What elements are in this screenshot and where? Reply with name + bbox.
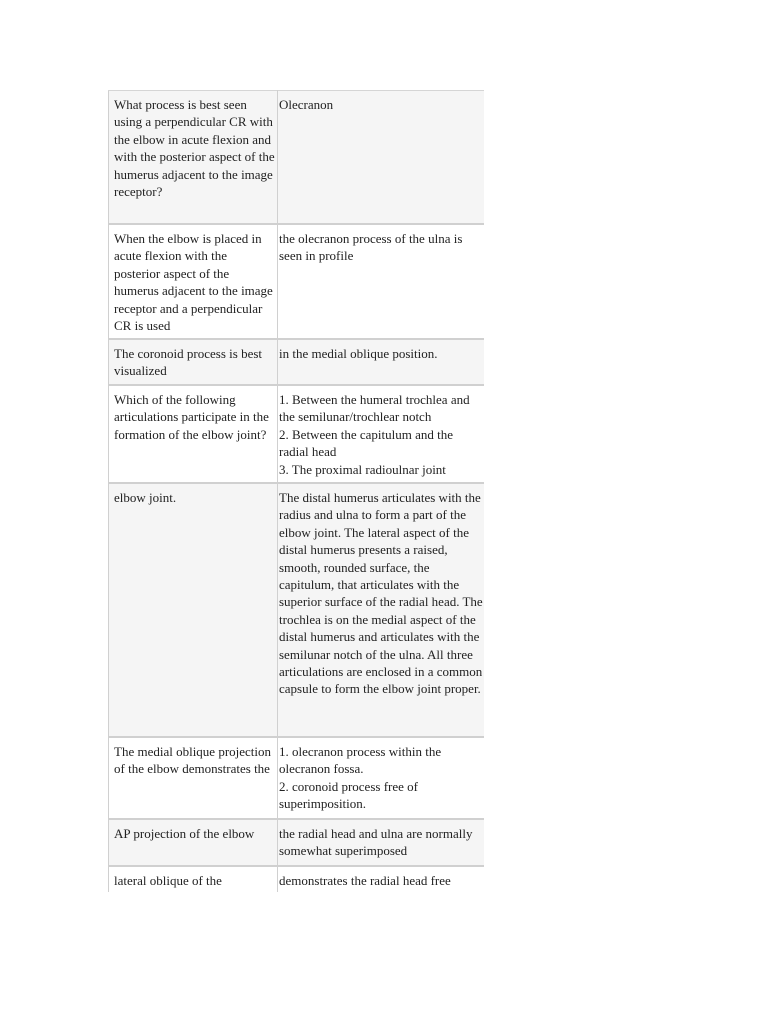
definition-line: 1. Between the humeral trochlea and the semilunar/trochlear notch <box>279 392 470 425</box>
term-cell: When the elbow is placed in acute flexion with the posterior aspect of the humerus adjacent to the image receptor and a perpendicular CR is used <box>109 224 278 339</box>
term-cell: The medial oblique projection of the elbow demonstrates the <box>109 737 278 819</box>
definition-text: Olecranon <box>279 97 334 112</box>
term-cell: AP projection of the elbow <box>109 819 278 866</box>
term-cell: What process is best seen using a perpendicular CR with the elbow in acute flexion and with the posterior aspect of the humerus adjacent to the image receptor? <box>109 91 278 225</box>
definition-text: the olecranon process of the ulna is seen in profile <box>279 231 463 264</box>
definition-line: 2. coronoid process free of superimposition. <box>279 778 418 812</box>
flashcard-sheet <box>108 90 484 892</box>
term-cell: elbow joint. <box>109 483 278 737</box>
table-row <box>109 91 485 225</box>
table-row <box>109 737 485 819</box>
definition-line: 3. The proximal radioulnar joint <box>279 461 446 477</box>
definition-cell <box>278 224 485 339</box>
definition-cell <box>278 483 485 737</box>
definition-cell <box>278 866 485 892</box>
term-cell: The coronoid process is best visualized <box>109 339 278 385</box>
definition-cell <box>278 91 485 225</box>
term-cell: Which of the following articulations participate in the formation of the elbow joint? <box>109 385 278 483</box>
table-row <box>109 483 485 737</box>
table-row <box>109 224 485 339</box>
table-row <box>109 819 485 866</box>
definition-text: in the medial oblique position. <box>279 346 438 361</box>
definition-cell <box>278 819 485 866</box>
definition-cell <box>278 339 485 385</box>
term-cell: lateral oblique of the <box>109 866 278 892</box>
definition-line: 2. Between the capitulum and the radial head <box>279 426 454 460</box>
table-row <box>109 385 485 483</box>
definition-cell <box>278 737 485 819</box>
flashcard-table <box>108 90 484 892</box>
definition-text: the radial head and ulna are normally somewhat superimposed <box>279 826 473 859</box>
definition-text: The distal humerus articulates with the radius and ulna to form a part of the elbow joint. The lateral aspect of the distal humerus presents a raised, smooth, rounded surface, the capitulum, that articulates with the superior surface of the radial head. The trochlea is on the medial aspect of the distal humerus and articulates with the semilunar notch of the ulna. All three articulations are enclosed in a common capsule to form the elbow joint proper. <box>279 490 483 697</box>
definition-line: 1. olecranon process within the olecranon fossa. <box>279 744 442 777</box>
table-row <box>109 866 485 892</box>
definition-text: demonstrates the radial head free <box>279 873 451 888</box>
table-row <box>109 339 485 385</box>
definition-cell <box>278 385 485 483</box>
